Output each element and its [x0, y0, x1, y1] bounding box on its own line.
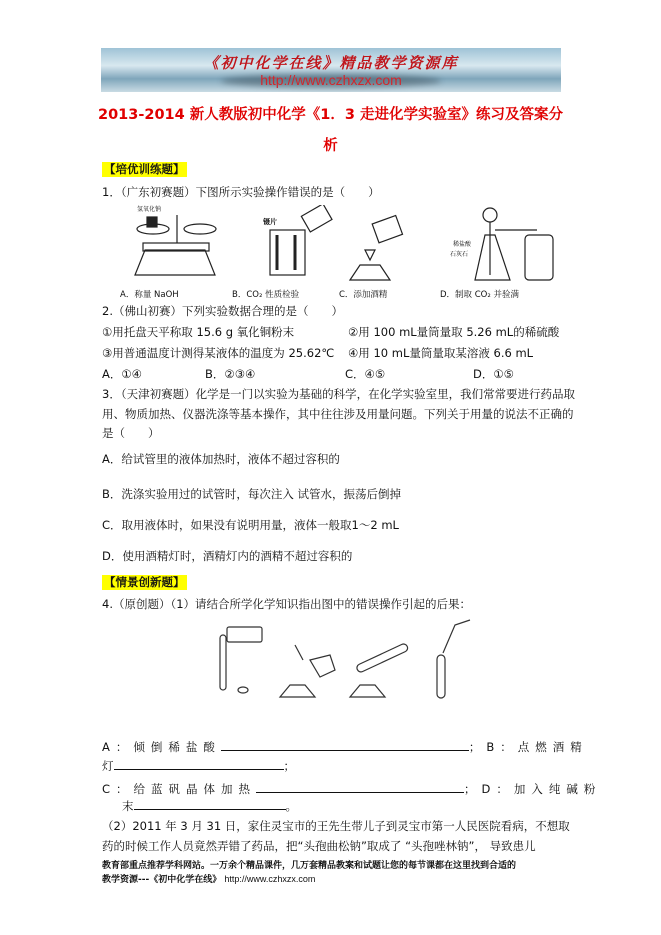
q2-option-c: C．④⑤ — [345, 367, 386, 381]
q4-stem: 4.（原创题）（1）请结合所学化学知识指出图中的错误操作引起的后果： — [102, 597, 472, 611]
figure-add-powder — [437, 620, 470, 698]
answer-a-blank[interactable] — [221, 738, 469, 751]
q2-option-d: D．①⑤ — [473, 367, 514, 381]
q2-statement-1: ①用托盘天平称取 15.6 g 氧化铜粉末 — [102, 325, 295, 339]
footer-url[interactable]: http://www.czhxzx.com — [224, 874, 316, 884]
q3-option-d: D．使用酒精灯时，酒精灯内的酒精不超过容积的 — [102, 549, 353, 563]
q4-answer-d-row: 末 。 — [122, 799, 297, 813]
footer-line1: 教育部重点推荐学科网站。一万余个精品课件，几万套精品教案和试题让您的每节课都在这里找到合适的 — [102, 861, 517, 871]
figure-pour-acid — [220, 627, 262, 693]
q2-statement-4: ④用 10 mL量筒量取某溶液 6.6 mL — [348, 346, 534, 360]
q4-answer-b-row: 灯 ； — [102, 759, 295, 773]
q2-option-a: A．①④ — [102, 367, 142, 381]
section-tag-scenario: 【情景创新题】 — [104, 575, 185, 589]
figure-balance — [135, 215, 216, 275]
header-banner — [101, 48, 561, 92]
section-tag-training: 【培优训练题】 — [104, 162, 185, 176]
q4-label-b: ；B：点燃酒精 — [468, 740, 588, 754]
q4-answer-c-row: C：给蓝矾晶体加热 ；D：加入纯碱粉 — [102, 782, 602, 796]
q4-part2-line1: （2）2011 年 3 月 31 日，家住灵宝市的王先生带儿子到灵宝市第一人民医院看病，不想取 — [102, 819, 570, 833]
q4-figures — [215, 615, 475, 700]
footer-line2: 教学资源---《初中化学在线》 http://www.czhxzx.com — [102, 874, 316, 885]
q3-stem-2: 用、物质加热、仪器洗涤等基本操作，其中往往涉及用量问题。下列关于用量的说法不正确的 — [102, 407, 574, 421]
annotation-hcl: 稀盐酸 — [453, 241, 472, 248]
q2-statement-2: ②用 100 mL量筒量取 5.26 mL的稀硫酸 — [348, 325, 560, 339]
banner-url[interactable]: http://www.czhxzx.com — [260, 72, 402, 88]
q3-option-c: C．取用液体时，如果没有说明用量，液体一般取1～2 mL — [102, 518, 399, 532]
q2-stem: 2.（佛山初赛）下列实验数据合理的是（ ） — [102, 304, 343, 318]
figure-beaker-co2 — [270, 205, 332, 275]
doc-title-line1: 2013-2014 新人教版初中化学《1．3 走进化学实验室》练习及答案分 — [97, 107, 563, 123]
figure-label-a: A．称量 NaOH — [120, 290, 179, 300]
answer-d-blank[interactable] — [134, 797, 286, 810]
annotation-tweezers: 镊片 — [263, 218, 277, 226]
q3-stem-1: 3．（天津初赛题）化学是一门以实验为基础的科学，在化学实验室里，我们常常要进行药品取 — [102, 387, 576, 401]
annotation-naoh: 氢氧化钠 — [137, 206, 162, 213]
q4-label-d: ；D：加入纯碱粉 — [464, 782, 602, 796]
figure-light-lamp — [280, 645, 335, 697]
q2-option-b: B．②③④ — [205, 367, 256, 381]
figure-label-c: C．添加酒精 — [339, 290, 388, 300]
figure-label-b: B．CO₂ 性质检验 — [232, 290, 300, 300]
q4-answer-a-row: A：倾倒稀盐酸 ；B：点燃酒精 — [102, 740, 588, 754]
answer-c-blank[interactable] — [256, 780, 464, 793]
q1-figures — [125, 205, 565, 285]
q3-stem-3: 是（ ） — [102, 426, 160, 440]
q3-option-b: B．洗涤实验用过的试管时，每次注入 试管水，振荡后倒掉 — [102, 487, 402, 501]
doc-title-line2: 析 — [323, 138, 338, 154]
answer-b-blank[interactable] — [114, 757, 284, 770]
q4-part2-line2: 药的时候工作人员竟然弄错了药品，把“头孢曲松钠”取成了 “头孢唑林钠”， 导致患儿 — [102, 839, 536, 853]
figure-alcohol-lamp — [350, 215, 403, 280]
figure-co2-apparatus — [475, 208, 553, 280]
q3-option-a: A．给试管里的液体加热时，液体不超过容积的 — [102, 452, 340, 466]
annotation-limestone: 石灰石 — [450, 251, 469, 258]
figure-heat-crystal — [350, 643, 409, 697]
banner-title: 《初中化学在线》精品教学资源库 — [203, 54, 459, 72]
q2-statement-3: ③用普通温度计测得某液体的温度为 25.62℃ — [102, 346, 335, 360]
q1-stem: 1．（广东初赛题）下图所示实验操作错误的是（ ） — [102, 185, 380, 199]
figure-label-d: D．制取 CO₂ 并验满 — [440, 290, 519, 300]
